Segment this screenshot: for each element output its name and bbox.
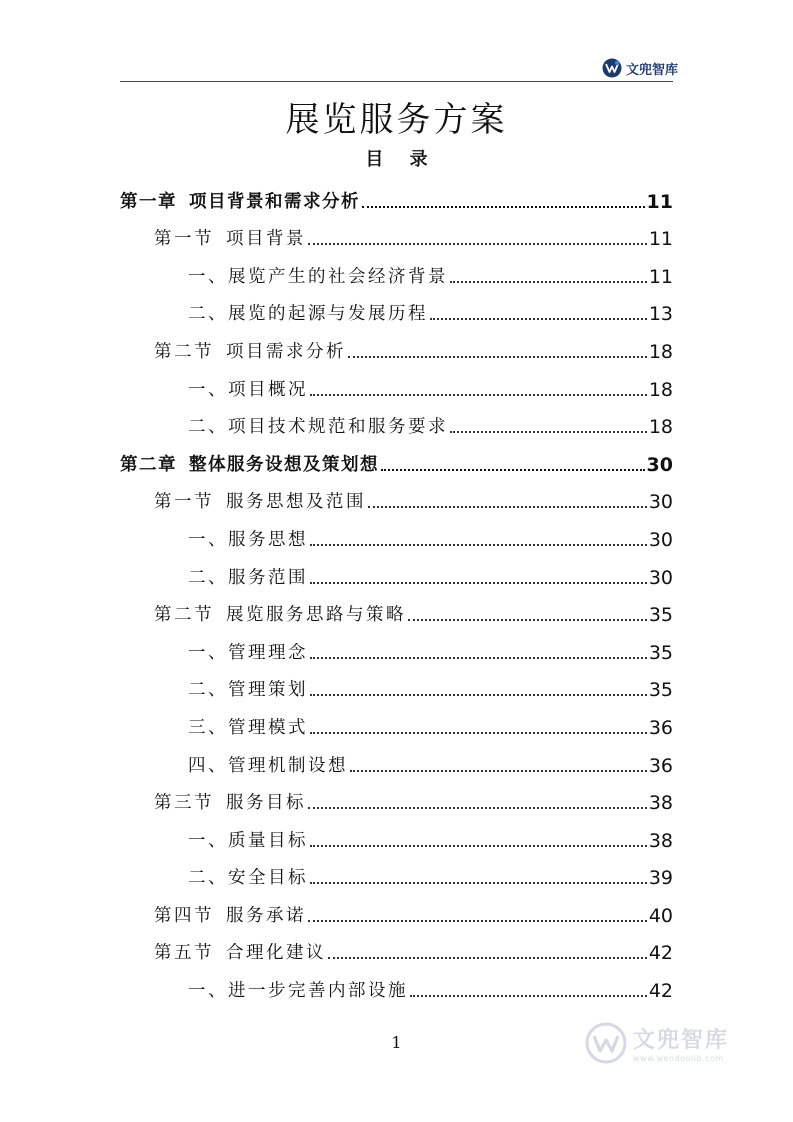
toc-entry-page: 18 [648, 378, 673, 401]
toc-dot-leader [310, 694, 647, 696]
toc-entry-label: 项目概况 [228, 379, 308, 400]
toc-entry-label: 项目技术规范和服务要求 [228, 417, 448, 438]
toc-entry-label: 管理模式 [228, 717, 308, 738]
toc-dot-leader [368, 506, 647, 508]
toc-entry-label: 服务承诺 [226, 905, 306, 926]
toc-dot-leader [310, 732, 647, 734]
toc-entry-page: 18 [648, 340, 673, 363]
toc-entry-label: 项目背景 [226, 229, 306, 250]
toc-entry-number: 二、 [188, 680, 228, 701]
watermark [585, 1022, 729, 1064]
toc-entry-number: 二、 [188, 304, 228, 325]
watermark-text: 文兜智库 [633, 1028, 730, 1053]
toc-heading: 目 录 [365, 149, 438, 170]
toc-subsection-entry[interactable] [120, 288, 673, 326]
toc-entry-page: 35 [648, 679, 673, 702]
toc-subsection-entry[interactable] [120, 401, 673, 439]
toc-entry-number: 一、 [188, 266, 228, 287]
toc-subsection-entry[interactable] [120, 814, 673, 852]
toc-entry-label: 展览产生的社会经济背景 [228, 266, 448, 287]
toc-entry-number: 四、 [188, 755, 228, 776]
toc-entry-number: 第二节 [154, 341, 214, 362]
toc-dot-leader [410, 995, 647, 997]
toc-entry-number: 三、 [188, 717, 228, 738]
watermark-url: www.wendoulib.com [633, 1054, 724, 1063]
toc-dot-leader [308, 807, 647, 809]
toc-section-entry[interactable] [120, 589, 673, 627]
toc-dot-leader [308, 920, 647, 922]
header-logo-text: 文兜智库 [626, 62, 679, 78]
toc-entry-label: 服务目标 [226, 793, 306, 814]
toc-entry-label: 服务范围 [228, 567, 308, 588]
toc-entry-page: 42 [648, 980, 673, 1003]
toc-entry-label: 质量目标 [228, 830, 308, 851]
toc-entry-number: 第四节 [154, 905, 214, 926]
toc-chapter-entry[interactable] [120, 438, 673, 476]
toc-dot-leader [430, 318, 647, 320]
toc-entry-number: 二、 [188, 567, 228, 588]
toc-entry-page: 30 [646, 453, 673, 476]
toc-entry-page: 11 [648, 265, 673, 288]
toc-dot-leader [381, 469, 645, 471]
toc-section-entry[interactable] [120, 889, 673, 927]
toc-entry-page: 38 [648, 829, 673, 852]
toc-subsection-entry[interactable] [120, 852, 673, 890]
document-title: 展览服务方案 [285, 100, 508, 140]
toc-entry-label: 安全目标 [228, 868, 308, 889]
wendou-logo-icon [602, 58, 622, 78]
table-of-contents [120, 175, 673, 1002]
toc-entry-page: 13 [648, 303, 673, 326]
toc-entry-label: 展览的起源与发展历程 [228, 304, 428, 325]
toc-entry-page: 35 [648, 641, 673, 664]
toc-entry-page: 40 [648, 904, 673, 927]
toc-entry-number: 第二节 [154, 605, 214, 626]
header-logo [602, 58, 678, 78]
toc-entry-page: 11 [648, 228, 673, 251]
header-rule [120, 81, 673, 82]
toc-entry-page: 35 [648, 604, 673, 627]
toc-entry-number: 第五节 [154, 943, 214, 964]
toc-entry-label: 服务思想及范围 [226, 492, 366, 513]
watermark-logo-icon [585, 1022, 627, 1064]
toc-entry-number: 第一节 [154, 492, 214, 513]
toc-dot-leader [450, 281, 647, 283]
toc-entry-number: 一、 [188, 642, 228, 663]
toc-entry-label: 进一步完善内部设施 [228, 981, 408, 1002]
toc-subsection-entry[interactable] [120, 664, 673, 702]
toc-subsection-entry[interactable] [120, 701, 673, 739]
toc-entry-label: 管理策划 [228, 680, 308, 701]
toc-dot-leader [408, 619, 647, 621]
page-number: 1 [391, 1033, 402, 1052]
toc-entry-number: 第三节 [154, 793, 214, 814]
toc-entry-number: 第二章 [120, 454, 177, 475]
toc-subsection-entry[interactable] [120, 964, 673, 1002]
toc-entry-number: 二、 [188, 868, 228, 889]
toc-section-entry[interactable] [120, 927, 673, 965]
toc-dot-leader [310, 882, 647, 884]
toc-entry-label: 整体服务设想及策划想 [189, 454, 379, 475]
toc-entry-number: 一、 [188, 529, 228, 550]
toc-entry-label: 管理理念 [228, 642, 308, 663]
toc-entry-page: 18 [648, 416, 673, 439]
toc-entry-page: 30 [648, 491, 673, 514]
toc-entry-page: 11 [646, 190, 673, 213]
toc-entry-number: 第一节 [154, 229, 214, 250]
toc-entry-label: 项目背景和需求分析 [189, 191, 360, 212]
toc-entry-number: 二、 [188, 417, 228, 438]
toc-entry-page: 39 [648, 867, 673, 890]
toc-section-entry[interactable] [120, 325, 673, 363]
toc-dot-leader [310, 582, 647, 584]
toc-dot-leader [328, 957, 647, 959]
toc-chapter-entry[interactable] [120, 175, 673, 213]
toc-dot-leader [310, 544, 647, 546]
toc-entry-number: 一、 [188, 830, 228, 851]
toc-entry-page: 30 [648, 528, 673, 551]
toc-dot-leader [362, 206, 645, 208]
toc-entry-number: 一、 [188, 981, 228, 1002]
toc-entry-page: 30 [648, 566, 673, 589]
toc-dot-leader [310, 394, 647, 396]
toc-entry-page: 36 [648, 716, 673, 739]
toc-entry-label: 管理机制设想 [228, 755, 348, 776]
toc-entry-label: 合理化建议 [226, 943, 326, 964]
toc-subsection-entry[interactable] [120, 739, 673, 777]
toc-subsection-entry[interactable] [120, 513, 673, 551]
toc-section-entry[interactable] [120, 777, 673, 815]
toc-subsection-entry[interactable] [120, 626, 673, 664]
toc-subsection-entry[interactable] [120, 363, 673, 401]
toc-entry-label: 服务思想 [228, 529, 308, 550]
toc-dot-leader [308, 243, 647, 245]
toc-entry-number: 一、 [188, 379, 228, 400]
toc-entry-page: 38 [648, 792, 673, 815]
toc-entry-number: 第一章 [120, 191, 177, 212]
toc-section-entry[interactable] [120, 476, 673, 514]
toc-subsection-entry[interactable] [120, 551, 673, 589]
toc-dot-leader [310, 657, 647, 659]
toc-dot-leader [348, 356, 647, 358]
toc-dot-leader [310, 845, 647, 847]
toc-section-entry[interactable] [120, 213, 673, 251]
toc-entry-label: 项目需求分析 [226, 341, 346, 362]
toc-dot-leader [450, 431, 647, 433]
toc-subsection-entry[interactable] [120, 250, 673, 288]
toc-entry-page: 36 [648, 754, 673, 777]
toc-dot-leader [350, 770, 647, 772]
toc-entry-page: 42 [648, 942, 673, 965]
toc-entry-label: 展览服务思路与策略 [226, 605, 406, 626]
